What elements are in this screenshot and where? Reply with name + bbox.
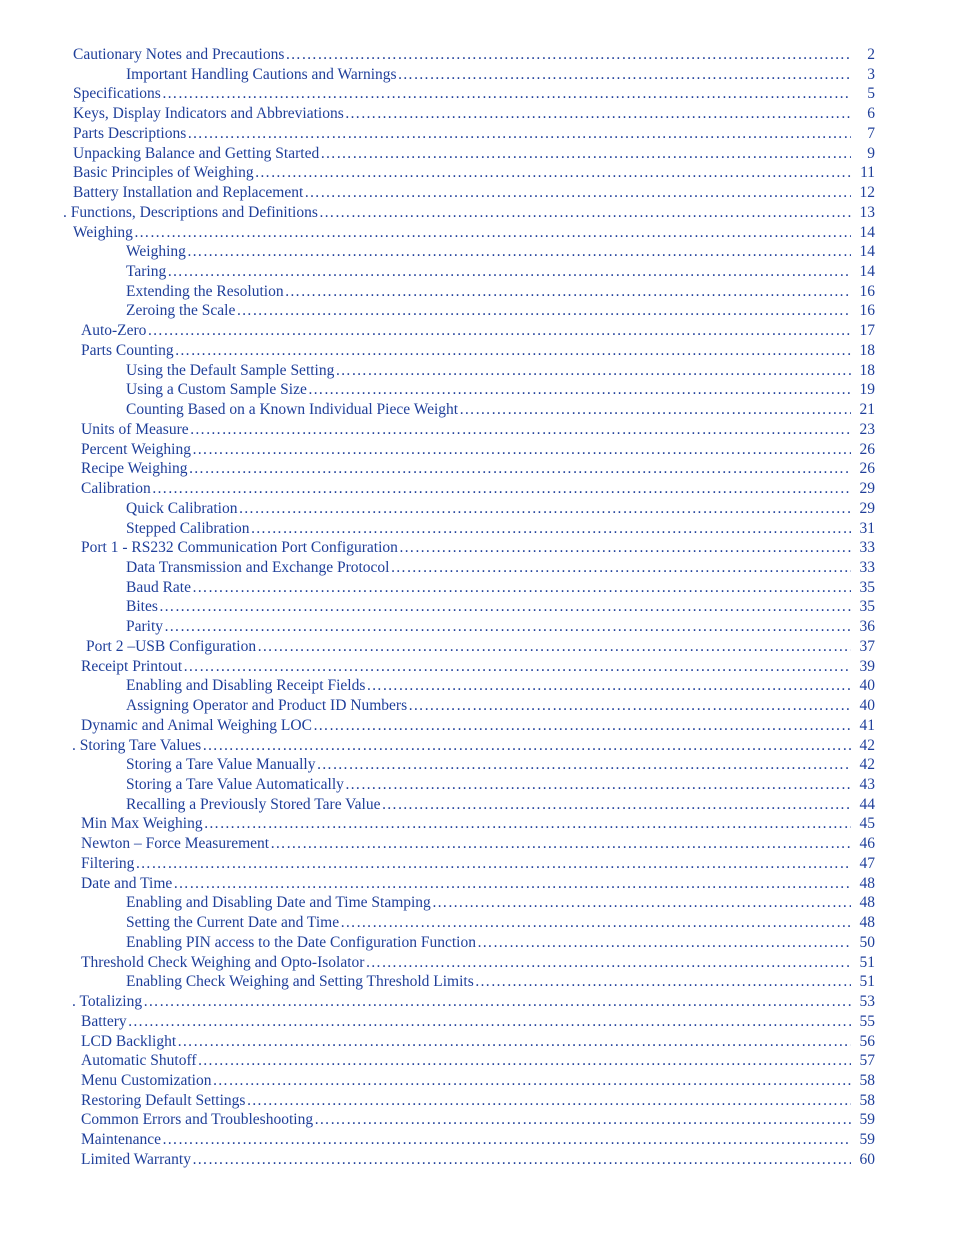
toc-entry-title: Restoring Default Settings [81, 1091, 246, 1109]
toc-page-number: 55 [859, 1012, 875, 1030]
toc-entry-title: Basic Principles of Weighing [73, 164, 254, 182]
toc-page-number: 60 [859, 1150, 875, 1168]
toc-entry-title: Auto-Zero [81, 322, 147, 340]
toc-entry-title: Weighing [126, 243, 186, 261]
toc-entry[interactable] [126, 361, 875, 381]
dot-leader [187, 242, 851, 262]
dot-leader [162, 1130, 851, 1150]
toc-entry-title: Parity [126, 618, 164, 636]
toc-entry[interactable] [81, 459, 875, 479]
toc-entry-title: Menu Customization [81, 1071, 212, 1089]
toc-entry-title: Maintenance [81, 1131, 162, 1149]
dot-leader [162, 84, 851, 104]
toc-page-number: 26 [859, 440, 875, 458]
dot-leader [475, 972, 851, 992]
toc-entry-title: Date and Time [81, 874, 173, 892]
toc-page-number: 17 [859, 322, 875, 340]
toc-entry-title: Threshold Check Weighing and Opto-Isolator [81, 953, 365, 971]
toc-entry[interactable] [126, 972, 875, 992]
dot-leader [285, 282, 851, 302]
toc-entry-title: Enabling Check Weighing and Setting Threshold Limits [126, 973, 474, 991]
dot-leader [314, 1110, 851, 1130]
dot-leader [251, 519, 851, 539]
toc-entry-title: Keys, Display Indicators and Abbreviations [73, 105, 344, 123]
toc-page-number: 48 [859, 914, 875, 932]
toc-page-number: 16 [859, 302, 875, 320]
dot-leader [398, 65, 851, 85]
toc-page-number: 53 [859, 993, 875, 1011]
dot-leader [212, 1071, 851, 1091]
dot-leader [270, 834, 851, 854]
toc-page-number: 26 [859, 460, 875, 478]
toc-entry[interactable] [126, 499, 875, 519]
dot-leader [313, 716, 851, 736]
toc-page-number: 41 [859, 716, 875, 734]
dot-leader [459, 400, 851, 420]
toc-entry-title: Zeroing the Scale [126, 302, 236, 320]
toc-page-number: 13 [859, 203, 875, 221]
toc-page-number: 51 [859, 953, 875, 971]
toc-page-number: 48 [859, 894, 875, 912]
toc-entry[interactable] [126, 558, 875, 578]
toc-entry-title: Min Max Weighing [81, 815, 203, 833]
toc-entry-title: Recipe Weighing [81, 460, 188, 478]
dot-leader [239, 499, 852, 519]
dot-leader [135, 854, 851, 874]
toc-entry[interactable] [126, 795, 875, 815]
toc-page-number: 14 [859, 223, 875, 241]
toc-page-number: 40 [859, 677, 875, 695]
toc-entry-title: Calibration [81, 480, 151, 498]
dot-leader [345, 104, 851, 124]
dot-leader [236, 301, 851, 321]
dot-leader [177, 1032, 851, 1052]
dot-leader [335, 361, 851, 381]
dot-leader [192, 578, 851, 598]
toc-entry-title: Extending the Resolution [126, 282, 284, 300]
toc-entry[interactable] [126, 617, 875, 637]
toc-entry[interactable] [81, 1071, 875, 1091]
toc-entry[interactable] [126, 696, 875, 716]
toc-entry-title: Bites [126, 598, 158, 616]
toc-page-number: 45 [859, 815, 875, 833]
toc-entry[interactable] [81, 657, 875, 677]
dot-leader [304, 183, 851, 203]
toc-page-number: 9 [867, 144, 875, 162]
dot-leader [257, 637, 851, 657]
dot-leader [320, 144, 851, 164]
dot-leader [477, 933, 851, 953]
toc-page-number: 47 [859, 854, 875, 872]
toc-entry[interactable] [126, 380, 875, 400]
toc-entry-title: Parts Descriptions [73, 124, 187, 142]
toc-page-number: 29 [859, 480, 875, 498]
toc-entry-title: Battery Installation and Replacement [73, 184, 304, 202]
toc-page-number: 59 [859, 1111, 875, 1129]
toc-entry-title: Common Errors and Troubleshooting [81, 1111, 314, 1129]
toc-page-number: 33 [859, 539, 875, 557]
toc-entry[interactable] [81, 1130, 875, 1150]
dot-leader [316, 755, 851, 775]
toc-entry-title: . Storing Tare Values [72, 736, 202, 754]
toc-entry-title: Battery [81, 1012, 127, 1030]
toc-entry[interactable] [126, 913, 875, 933]
toc-page-number: 58 [859, 1091, 875, 1109]
toc-entry[interactable] [86, 637, 875, 657]
toc-page-number: 39 [859, 657, 875, 675]
toc-entry[interactable] [81, 1150, 875, 1170]
toc-page-number: 18 [859, 361, 875, 379]
toc-entry[interactable] [63, 203, 875, 223]
toc-entry[interactable] [81, 834, 875, 854]
toc-entry-title: Receipt Printout [81, 657, 183, 675]
dot-leader [255, 163, 851, 183]
dot-leader [134, 223, 851, 243]
toc-entry-title: Quick Calibration [126, 499, 238, 517]
dot-leader [192, 1150, 851, 1170]
toc-entry[interactable] [81, 716, 875, 736]
toc-page-number: 36 [859, 618, 875, 636]
toc-entry-title: Parts Counting [81, 341, 174, 359]
toc-entry[interactable] [73, 163, 875, 183]
toc-entry[interactable] [81, 854, 875, 874]
toc-page-number: 35 [859, 598, 875, 616]
dot-leader [204, 814, 851, 834]
toc-page-number: 21 [859, 401, 875, 419]
toc-entry-title: Units of Measure [81, 420, 189, 438]
dot-leader [152, 479, 851, 499]
dot-leader [340, 913, 851, 933]
dot-leader [187, 124, 851, 144]
toc-entry[interactable] [81, 538, 875, 558]
toc-entry-title: Cautionary Notes and Precautions [73, 46, 285, 63]
toc-entry[interactable] [81, 1051, 875, 1071]
toc-entry[interactable] [81, 1012, 875, 1032]
toc-entry-title: Counting Based on a Known Individual Piece Weight [126, 401, 459, 419]
toc-entry-title: Data Transmission and Exchange Protocol [126, 558, 390, 576]
dot-leader [308, 380, 851, 400]
toc-page-number: 40 [859, 697, 875, 715]
toc-page-number: 44 [859, 795, 875, 813]
toc-page-number: 43 [859, 776, 875, 793]
toc-page-number: 31 [859, 519, 875, 537]
toc-page-number: 3 [867, 65, 875, 83]
toc-page-number: 51 [859, 973, 875, 991]
dot-leader [202, 736, 851, 756]
toc-entry[interactable] [81, 874, 875, 894]
toc-entry[interactable] [81, 440, 875, 460]
toc-entry-title: Unpacking Balance and Getting Started [73, 144, 320, 162]
toc-entry-title: Enabling and Disabling Date and Time Stamping [126, 894, 431, 912]
toc-entry[interactable] [81, 479, 875, 499]
toc-page-number: 19 [859, 381, 875, 399]
toc-entry-title: Automatic Shutoff [81, 1052, 197, 1070]
toc-entry-title: Important Handling Cautions and Warnings [126, 65, 397, 83]
dot-leader [159, 597, 851, 617]
toc-page-number: 14 [859, 243, 875, 261]
toc-entry[interactable] [81, 1091, 875, 1111]
toc-entry[interactable] [126, 755, 875, 775]
toc-page-number: 5 [867, 85, 875, 103]
dot-leader [366, 676, 851, 696]
toc-entry-title: Specifications [73, 85, 161, 103]
toc-entry[interactable] [126, 282, 875, 302]
toc-page-number: 37 [859, 637, 875, 655]
toc-entry[interactable] [73, 104, 875, 124]
toc-entry[interactable] [126, 65, 875, 85]
toc-page-number: 29 [859, 499, 875, 517]
toc-entry-title: Percent Weighing [81, 440, 191, 458]
toc-page-number: 50 [859, 933, 875, 951]
toc-entry-title: Using the Default Sample Setting [126, 361, 335, 379]
dot-leader [399, 538, 851, 558]
toc-entry[interactable] [126, 775, 875, 795]
toc-entry-title: . Totalizing [72, 993, 143, 1011]
toc-entry-title: Enabling and Disabling Receipt Fields [126, 677, 366, 695]
toc-entry-title: Baud Rate [126, 578, 191, 596]
toc-page-number: 16 [859, 282, 875, 300]
toc-entry-title: Newton – Force Measurement [81, 835, 270, 853]
toc-entry[interactable] [126, 400, 875, 420]
toc-page-number: 48 [859, 874, 875, 892]
dot-leader [164, 617, 851, 637]
toc-entry-title: Storing a Tare Value Manually [126, 756, 316, 774]
toc-page-number: 18 [859, 341, 875, 359]
toc-page-number: 57 [859, 1052, 875, 1070]
toc-page-number: 7 [867, 124, 875, 142]
toc-entry[interactable] [73, 45, 875, 65]
toc-page-number: 56 [859, 1032, 875, 1050]
dot-leader [381, 795, 851, 815]
dot-leader [246, 1091, 851, 1111]
toc-entry-title: Storing a Tare Value Automatically [126, 776, 344, 793]
dot-leader [345, 775, 851, 795]
toc-entry-title: Weighing [73, 223, 133, 241]
toc-page-number: 58 [859, 1071, 875, 1089]
toc-page-number: 46 [859, 835, 875, 853]
toc-entry[interactable] [126, 519, 875, 539]
dot-leader [192, 440, 851, 460]
dot-leader [198, 1051, 851, 1071]
toc-page-number: 12 [859, 184, 875, 202]
dot-leader [390, 558, 851, 578]
toc-entry[interactable] [126, 893, 875, 913]
toc-page-number: 23 [859, 420, 875, 438]
dot-leader [319, 203, 851, 223]
toc-entry[interactable] [73, 223, 875, 243]
toc-entry[interactable] [126, 933, 875, 953]
toc-page-number: 42 [859, 736, 875, 754]
toc-entry-title: Limited Warranty [81, 1150, 191, 1168]
dot-leader [365, 953, 851, 973]
toc-entry[interactable] [81, 1110, 875, 1130]
toc-entry-title: Enabling PIN access to the Date Configuration Function [126, 933, 476, 951]
toc-entry-title: Taring [126, 263, 167, 281]
toc-entry[interactable] [126, 262, 875, 282]
toc-entry[interactable] [72, 992, 875, 1012]
toc-entry-title: Dynamic and Animal Weighing LOC [81, 716, 312, 734]
dot-leader [183, 657, 851, 677]
dot-leader [143, 992, 851, 1012]
toc-page-number: 59 [859, 1131, 875, 1149]
dot-leader [167, 262, 851, 282]
toc-entry[interactable] [73, 183, 875, 203]
toc-page-number: 2 [867, 46, 875, 63]
toc-page-number: 35 [859, 578, 875, 596]
toc-entry[interactable] [81, 953, 875, 973]
toc-entry[interactable] [81, 814, 875, 834]
toc-entry[interactable] [126, 242, 875, 262]
toc-entry-title: Stepped Calibration [126, 519, 250, 537]
toc-entry[interactable] [126, 578, 875, 598]
toc-entry[interactable] [81, 420, 875, 440]
dot-leader [147, 321, 851, 341]
toc-page-number: 11 [860, 164, 875, 182]
toc-entry-title: . Functions, Descriptions and Definitions [63, 203, 318, 221]
toc-page-number: 42 [859, 756, 875, 774]
toc-entry[interactable] [73, 84, 875, 104]
toc-entry[interactable] [81, 321, 875, 341]
dot-leader [128, 1012, 851, 1032]
toc-entry[interactable] [73, 124, 875, 144]
dot-leader [190, 420, 851, 440]
dot-leader [408, 696, 851, 716]
toc-entry-title: Assigning Operator and Product ID Numbers [126, 697, 408, 715]
toc-entry-title: Setting the Current Date and Time [126, 914, 340, 932]
dot-leader [285, 45, 851, 65]
dot-leader [175, 341, 851, 361]
toc-entry-title: LCD Backlight [81, 1032, 177, 1050]
toc-entry[interactable] [126, 597, 875, 617]
toc-page-number: 33 [859, 558, 875, 576]
dot-leader [189, 459, 851, 479]
toc-entry[interactable] [126, 301, 875, 321]
toc-page-number: 14 [859, 263, 875, 281]
toc-page-number: 6 [867, 105, 875, 123]
dot-leader [173, 874, 851, 894]
toc-entry[interactable] [81, 1032, 875, 1052]
toc-entry[interactable] [126, 676, 875, 696]
toc-entry-title: Port 1 - RS232 Communication Port Configuration [81, 539, 398, 557]
dot-leader [432, 893, 851, 913]
toc-entry[interactable] [81, 341, 875, 361]
toc-entry-title: Port 2 –USB Configuration [86, 637, 257, 655]
toc-entry[interactable] [73, 144, 875, 164]
toc-entry-title: Filtering [81, 854, 135, 872]
toc-entry[interactable] [72, 736, 875, 756]
toc-entry-title: Using a Custom Sample Size [126, 381, 307, 399]
toc-entry-title: Recalling a Previously Stored Tare Value [126, 795, 381, 813]
